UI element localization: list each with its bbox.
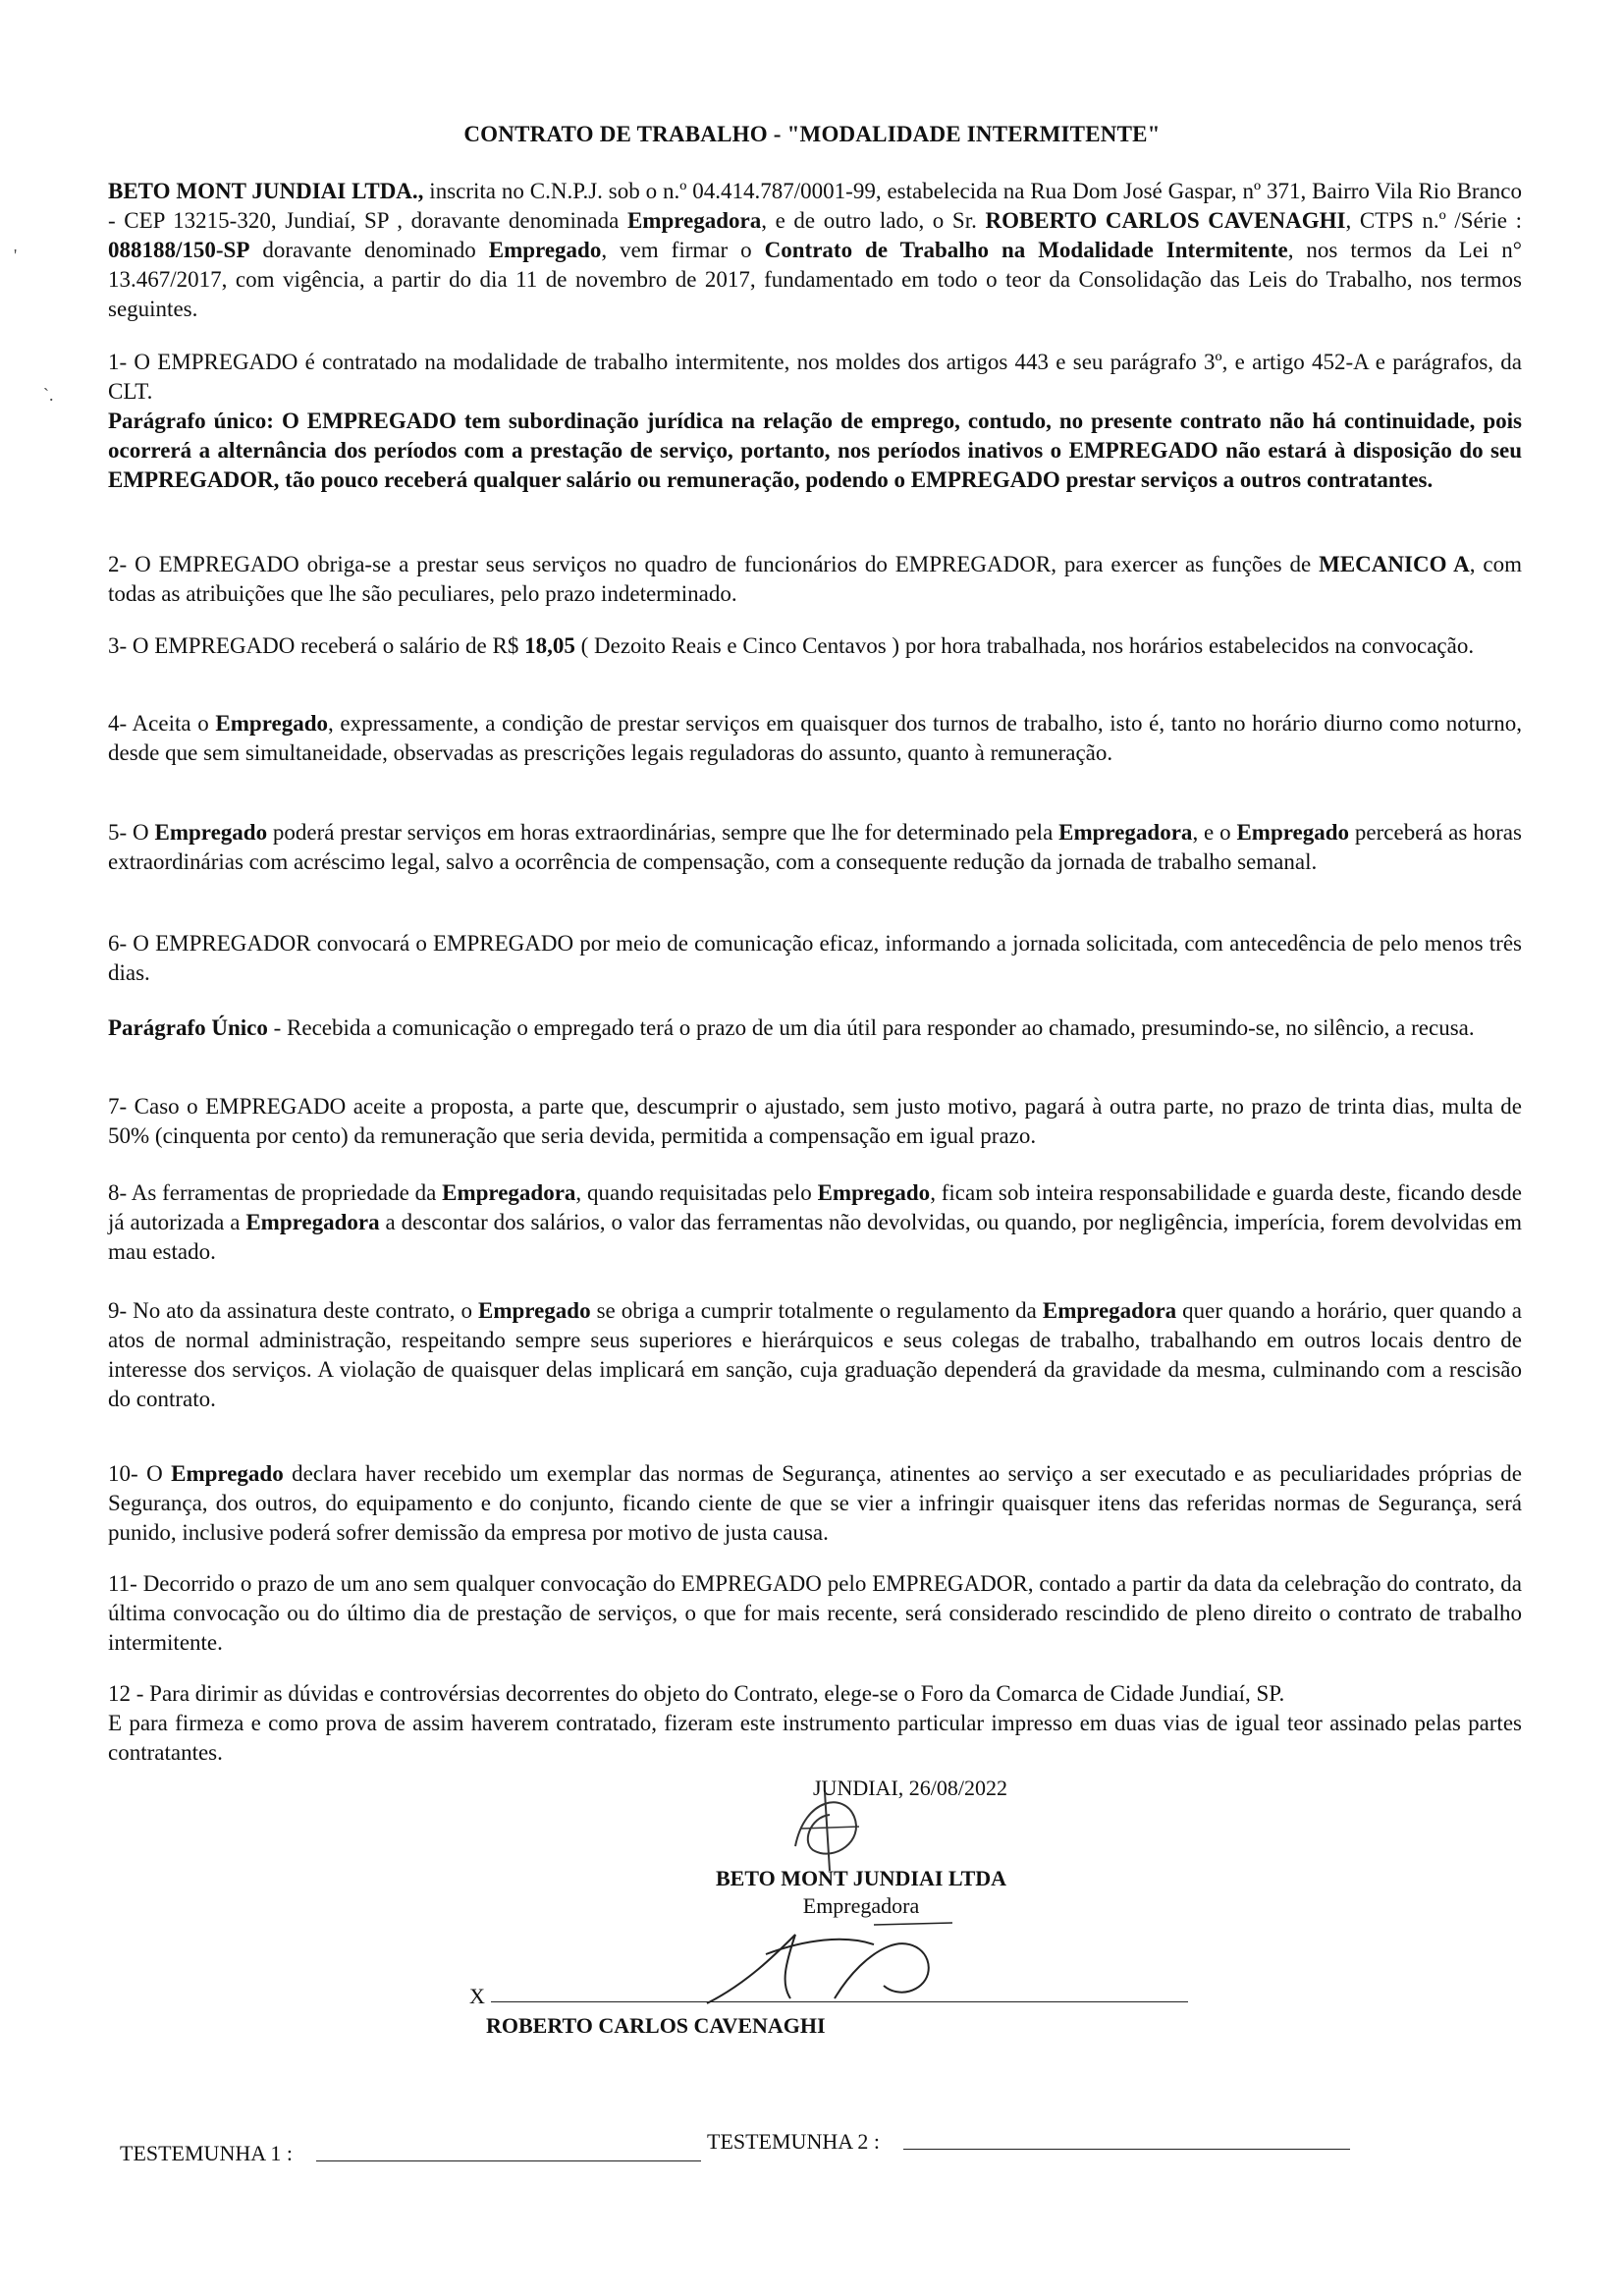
- scan-mark: `.: [43, 385, 54, 405]
- employee-name: ROBERTO CARLOS CAVENAGHI: [486, 2013, 826, 2038]
- clause-8: 8- As ferramentas de propriedade da Empregadora, quando requisitadas pelo Empregado, ficam sob inteira responsabilidade e guarda deste, ficando desde já autorizada a Empregadora a descontar dos salários, o valor das ferramentas não devolvidas, ou quando, por negligência, imperícia, forem devolvidas em mau estado.: [108, 1180, 1522, 1264]
- clause-11: 11- Decorrido o prazo de um ano sem qualquer convocação do EMPREGADO pelo EMPREGADOR, contado a partir da data da celebração do contrato, da última convocação ou do último dia de prestação de serviços, o que for mais recente, será considerado rescindido de pleno direito o contrato de trabalho intermitente.: [108, 1571, 1522, 1655]
- clause-6: 6- O EMPREGADOR convocará o EMPREGADO por meio de comunicação eficaz, informando a jornada solicitada, com antecedência de pelo menos três dias.: [108, 931, 1522, 985]
- clause-1-sole-paragraph: Parágrafo único: O EMPREGADO tem subordinação jurídica na relação de emprego, contudo, no presente contrato não há continuidade, pois ocorrerá a alternância dos períodos com a prestação de serviço, portanto, nos períodos inativos o EMPREGADO não estará à disposição do seu EMPREGADOR, tão pouco receberá qualquer salário ou remuneração, podendo o EMPREGADO prestar serviços a outros contratantes.: [108, 409, 1522, 492]
- clause-9: 9- No ato da assinatura deste contrato, o Empregado se obriga a cumprir totalmente o regulamento da Empregadora quer quando a horário, quer quando a atos de normal administração, respeitando sempre seus superiores e hierárquicos e seus colegas de trabalho, trabalhando em outros locais dentro de interesse dos serviços. A violação de quaisquer delas implicará em sanção, cuja graduação dependerá da gravidade da mesma, culminando com a rescisão do contrato.: [108, 1298, 1522, 1411]
- employer-role: Empregadora: [802, 1893, 920, 1918]
- clause-4: 4- Aceita o Empregado, expressamente, a condição de prestar serviços em quaisquer dos turnos de trabalho, isto é, tanto no horário diurno como noturno, desde que sem simultaneidade, observadas as prescrições legais reguladoras do assunto, quanto à remuneração.: [108, 711, 1522, 765]
- scan-mark: ': [14, 246, 18, 265]
- employee-signature: [687, 1915, 1001, 2013]
- intro-paragraph: BETO MONT JUNDIAI LTDA., inscrita no C.N.P.J. sob o n.º 04.414.787/0001-99, estabelecida na Rua Dom José Gaspar, nº 371, Bairro Vila Rio Branco - CEP 13215-320, Jundiaí, SP , doravante denominada Empregadora, e de outro lado, o Sr. ROBERTO CARLOS CAVENAGHI, CTPS n.º /Série : 088188/150-SP doravante denominado Empregado, vem firmar o Contrato de Trabalho na Modalidade Intermitente, nos termos da Lei n° 13.467/2017, com vigência, a partir do dia 11 de novembro de 2017, fundamentado em todo o teor da Consolidação das Leis do Trabalho, nos termos seguintes.: [108, 179, 1523, 321]
- witness-1-label: TESTEMUNHA 1 :: [120, 2141, 293, 2165]
- witness-2-line: [903, 2149, 1350, 2150]
- employer-name: BETO MONT JUNDIAI LTDA: [715, 1866, 1007, 1890]
- witness-1-line: [316, 2160, 701, 2161]
- clause-3: 3- O EMPREGADO receberá o salário de R$ 18,05 ( Dezoito Reais e Cinco Centavos ) por hora trabalhada, nos horários estabelecidos na convocação.: [108, 633, 1475, 658]
- clause-7: 7- Caso o EMPREGADO aceite a proposta, a parte que, descumprir o ajustado, sem justo motivo, pagará à outra parte, no prazo de trinta dias, multa de 50% (cinquenta por cento) da remuneração que seria devida, permitida a compensação em igual prazo.: [108, 1094, 1522, 1148]
- clause-6-sole-paragraph: Parágrafo Único - Recebida a comunicação o empregado terá o prazo de um dia útil para responder ao chamado, presumindo-se, no silêncio, a recusa.: [108, 1015, 1475, 1040]
- company-stamp-mark: [776, 1787, 884, 1876]
- witness-2-label: TESTEMUNHA 2 :: [707, 2129, 880, 2154]
- clause-10: 10- O Empregado declara haver recebido um exemplar das normas de Segurança, atinentes ao serviço a ser executado e as peculiaridades próprias de Segurança, dos outros, do equipamento e do conjunto, ficando ciente de que se vier a infringir quaisquer itens das referidas normas de Segurança, será punido, inclusive poderá sofrer demissão da empresa por motivo de justa causa.: [108, 1461, 1522, 1545]
- clause-2: 2- O EMPREGADO obriga-se a prestar seus serviços no quadro de funcionários do EMPREGADOR, para exercer as funções de MECANICO A, com todas as atribuições que lhe são peculiares, pelo prazo indeterminado.: [108, 552, 1522, 606]
- clause-5: 5- O Empregado poderá prestar serviços em horas extraordinárias, sempre que lhe for determinado pela Empregadora, e o Empregado perceberá as horas extraordinárias com acréscimo legal, salvo a ocorrência de compensação, com a consequente redução da jornada de trabalho semanal.: [108, 820, 1522, 874]
- closing-paragraph: E para firmeza e como prova de assim haverem contratado, fizeram este instrumento particular impresso em duas vias de igual teor assinado pelas partes contratantes.: [108, 1711, 1522, 1765]
- employee-x-mark: X: [469, 1984, 485, 2008]
- place-and-date: JUNDIAI, 26/08/2022: [813, 1776, 1007, 1800]
- contract-title: CONTRATO DE TRABALHO - "MODALIDADE INTERMITENTE": [463, 122, 1161, 146]
- employee-signature-line: [491, 2001, 1188, 2002]
- clause-12: 12 - Para dirimir as dúvidas e controvérsias decorrentes do objeto do Contrato, elege-se o Foro da Comarca de Cidade Jundiaí, SP.: [108, 1681, 1285, 1706]
- clause-1: 1- O EMPREGADO é contratado na modalidade de trabalho intermitente, nos moldes dos artigos 443 e seu parágrafo 3º, e artigo 452-A e parágrafos, da CLT.: [108, 350, 1522, 404]
